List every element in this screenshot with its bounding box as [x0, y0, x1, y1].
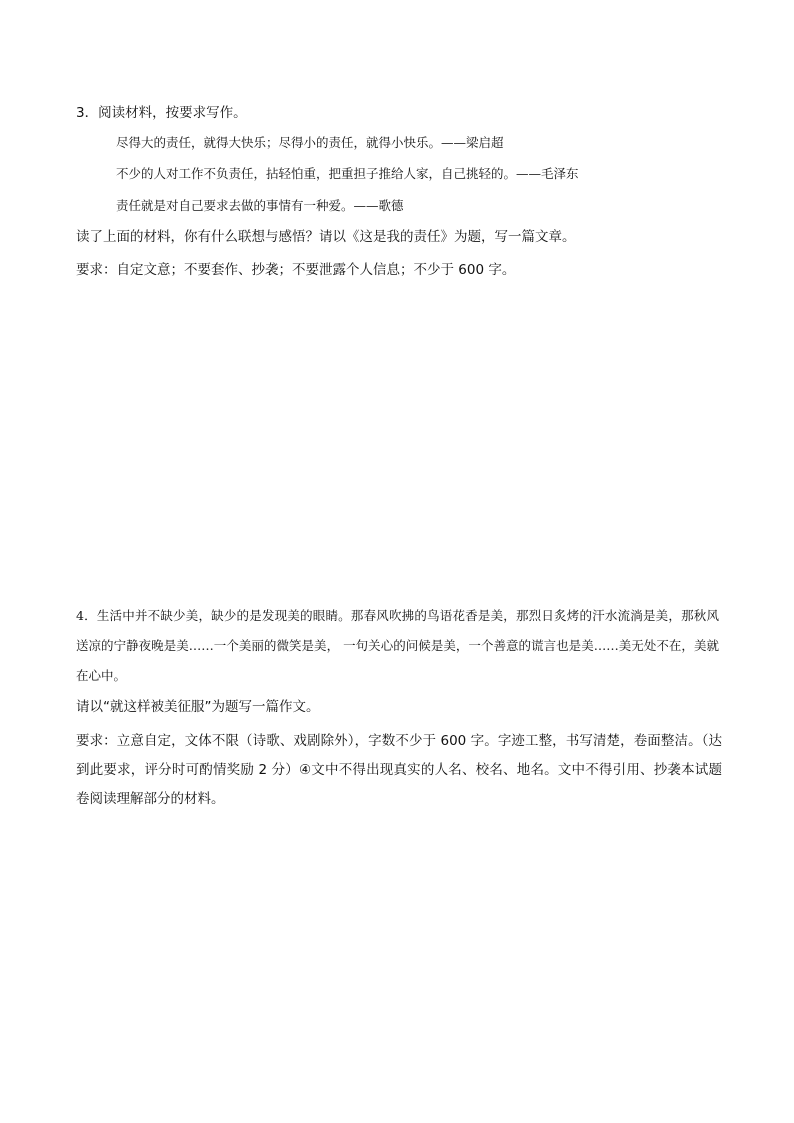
question-4-prompt: 请以“就这样被美征服”为题写一篇作文。	[76, 699, 320, 715]
quote-goethe: 责任就是对自己要求去做的事情有一种爱。——歌德	[116, 198, 404, 213]
question-4-material: 4．生活中并不缺少美，缺少的是发现美的眼睛。那春风吹拂的鸟语花香是美，那烈日炙烤的汗水流淌是美，那秋风送凉的宁静夜晚是美……一个美丽的微笑是美， 一句关心的问候是美，一个善意的谎言也是美……美无处不在，美就在心中。	[76, 608, 719, 683]
quote-mao-zedong: 不少的人对工作不负责任，拈轻怕重，把重担子推给人家，自己挑轻的。——毛泽东	[116, 166, 579, 181]
question-3-prompt: 读了上面的材料，你有什么联想与感悟？请以《这是我的责任》为题，写一篇文章。	[76, 229, 576, 245]
question-3-requirement: 要求：自定文意；不要套作、抄袭；不要泄露个人信息；不少于 600 字。	[76, 262, 516, 278]
question-4-requirement: 要求：立意自定，文体不限（诗歌、戏剧除外），字数不少于 600 字。字迹工整，书写清楚，卷面整洁。（达到此要求，评分时可酌情奖励 2 分）④文中不得出现真实的人名、校名、地名。文中不得引用、抄袭本试题卷阅读理解部分的材料。	[76, 733, 722, 807]
quote-liang-qichao: 尽得大的责任，就得大快乐；尽得小的责任，就得小快乐。——梁启超	[116, 135, 504, 150]
question-3-title: 3．阅读材料，按要求写作。	[76, 105, 247, 121]
